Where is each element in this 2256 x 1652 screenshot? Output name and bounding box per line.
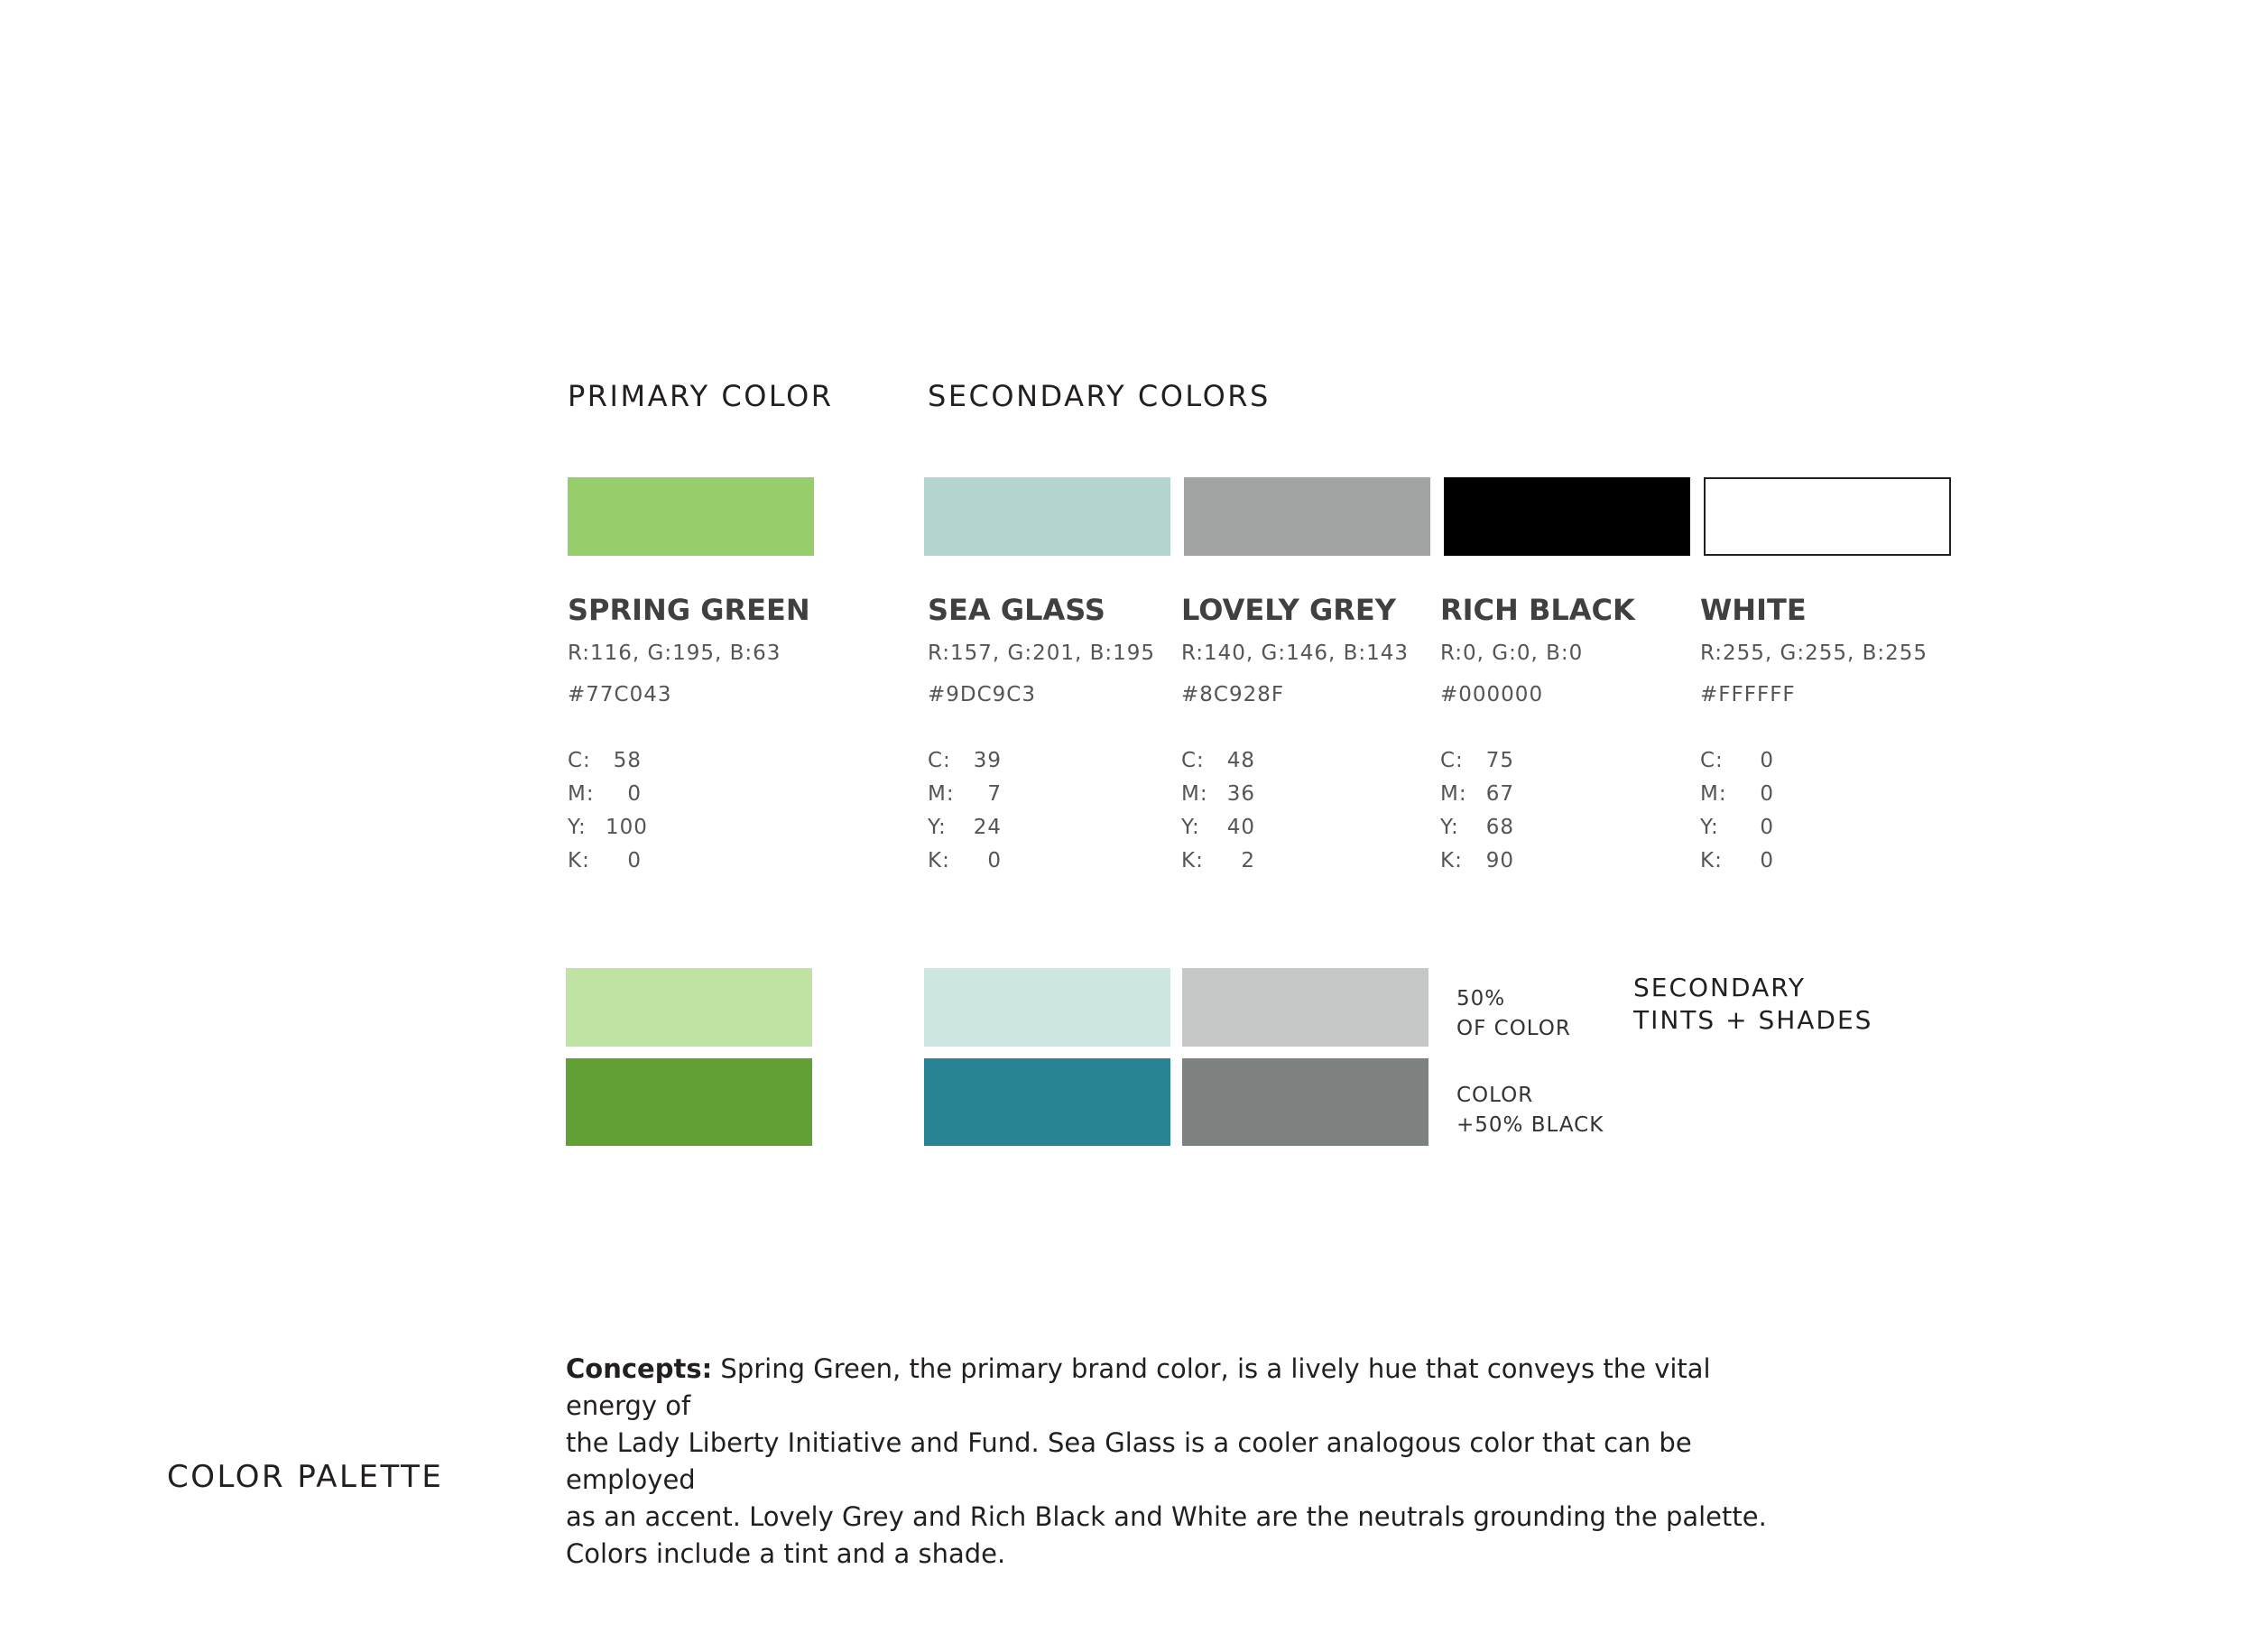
concepts-line: the Lady Liberty Initiative and Fund. Sea Glass is a cooler analogous color that can be employed: [566, 1427, 1692, 1495]
tints-heading-line: TINTS + SHADES: [1633, 1005, 1873, 1035]
spring-green-swatch: [568, 477, 814, 556]
color-rgb: R:116, G:195, B:63: [568, 641, 781, 665]
lovely-grey-shade-swatch: [1182, 1058, 1428, 1146]
cmyk-value: 67: [1485, 782, 1514, 806]
cmyk-letter: C:: [1700, 749, 1724, 772]
tint-label-line: 50%: [1456, 987, 1506, 1011]
cmyk-values: [568, 748, 820, 881]
cmyk-letter: C:: [568, 749, 591, 772]
cmyk-value: 2: [1241, 849, 1255, 872]
cmyk-letter: K:: [1181, 849, 1204, 872]
page-label: COLOR PALETTE: [167, 1459, 444, 1495]
color-name: LOVELY GREY: [1181, 593, 1396, 627]
color-name: SEA GLASS: [928, 593, 1105, 627]
cmyk-value: 36: [1226, 782, 1255, 806]
cmyk-values: [1700, 748, 1953, 881]
tint-label-line: OF COLOR: [1456, 1017, 1571, 1040]
cmyk-value: 0: [627, 849, 642, 872]
white-swatch: [1704, 477, 1951, 556]
cmyk-value: 39: [973, 749, 1002, 772]
tints-heading-line: SECONDARY: [1633, 973, 1806, 1002]
secondary-colors-heading: SECONDARY COLORS: [928, 379, 1271, 413]
cmyk-value: 58: [613, 749, 642, 772]
cmyk-value: 0: [1760, 782, 1774, 806]
cmyk-values: [928, 748, 1180, 881]
cmyk-value: 40: [1226, 816, 1255, 839]
color-hex: #9DC9C3: [928, 683, 1037, 706]
concepts-line: [566, 1351, 1775, 1425]
concepts-lead: Concepts:: [566, 1353, 713, 1384]
cmyk-letter: M:: [568, 782, 595, 806]
primary-color-heading: PRIMARY COLOR: [568, 379, 834, 413]
secondary-tints-shades-heading: [1633, 972, 1872, 1037]
color-name: RICH BLACK: [1440, 593, 1635, 627]
cmyk-letter: C:: [928, 749, 951, 772]
cmyk-letter: K:: [1700, 849, 1723, 872]
color-rgb: R:255, G:255, B:255: [1700, 641, 1928, 665]
concepts-paragraph: [566, 1351, 1775, 1573]
color-info-spring-green: [568, 594, 820, 881]
color-hex: #000000: [1440, 683, 1544, 706]
cmyk-value: 75: [1485, 749, 1514, 772]
color-hex: #FFFFFF: [1700, 683, 1796, 706]
cmyk-values: [1181, 748, 1434, 881]
sea-glass-shade-swatch: [924, 1058, 1170, 1146]
cmyk-value: 100: [606, 816, 648, 839]
cmyk-value: 0: [1760, 749, 1774, 772]
color-rgb: R:157, G:201, B:195: [928, 641, 1156, 665]
color-info-lovely-grey: [1181, 594, 1434, 881]
cmyk-value: 24: [973, 816, 1002, 839]
color-name: SPRING GREEN: [568, 593, 810, 627]
color-hex: #77C043: [568, 683, 672, 706]
cmyk-value: 90: [1485, 849, 1514, 872]
color-name: WHITE: [1700, 593, 1807, 627]
cmyk-letter: Y:: [1700, 816, 1719, 839]
cmyk-letter: Y:: [1440, 816, 1459, 839]
cmyk-letter: M:: [928, 782, 955, 806]
shade-label-line: COLOR: [1456, 1084, 1534, 1107]
cmyk-letter: C:: [1181, 749, 1205, 772]
color-info-rich-black: [1440, 594, 1693, 881]
cmyk-letter: M:: [1440, 782, 1467, 806]
color-info-white: [1700, 594, 1953, 881]
lovely-grey-tint-swatch: [1182, 968, 1428, 1047]
cmyk-values: [1440, 748, 1693, 881]
cmyk-letter: K:: [928, 849, 950, 872]
cmyk-value: 0: [1760, 849, 1774, 872]
concepts-line: Colors include a tint and a shade.: [566, 1538, 1006, 1569]
cmyk-letter: Y:: [568, 816, 587, 839]
sea-glass-swatch: [924, 477, 1170, 556]
sea-glass-tint-swatch: [924, 968, 1170, 1047]
spring-green-shade-swatch: [566, 1058, 812, 1146]
lovely-grey-swatch: [1184, 477, 1430, 556]
cmyk-value: 68: [1485, 816, 1514, 839]
color-hex: #8C928F: [1181, 683, 1285, 706]
color-rgb: R:140, G:146, B:143: [1181, 641, 1410, 665]
cmyk-value: 48: [1226, 749, 1255, 772]
color-rgb: R:0, G:0, B:0: [1440, 641, 1584, 665]
cmyk-letter: M:: [1181, 782, 1208, 806]
shade-label-line: +50% BLACK: [1456, 1113, 1604, 1137]
color-info-sea-glass: [928, 594, 1180, 881]
spring-green-tint-swatch: [566, 968, 812, 1047]
cmyk-letter: M:: [1700, 782, 1727, 806]
cmyk-value: 7: [987, 782, 1002, 806]
cmyk-letter: C:: [1440, 749, 1464, 772]
cmyk-letter: Y:: [1181, 816, 1200, 839]
concepts-text: Spring Green, the primary brand color, is a lively hue that conveys the vital energy of: [566, 1353, 1711, 1421]
cmyk-value: 0: [987, 849, 1002, 872]
rich-black-swatch: [1444, 477, 1690, 556]
cmyk-letter: Y:: [928, 816, 947, 839]
cmyk-letter: K:: [568, 849, 590, 872]
cmyk-value: 0: [627, 782, 642, 806]
tint-label: [1456, 984, 1571, 1044]
cmyk-letter: K:: [1440, 849, 1463, 872]
cmyk-value: 0: [1760, 816, 1774, 839]
shade-label: [1456, 1081, 1604, 1140]
concepts-line: as an accent. Lovely Grey and Rich Black and White are the neutrals grounding the palette.: [566, 1501, 1767, 1532]
